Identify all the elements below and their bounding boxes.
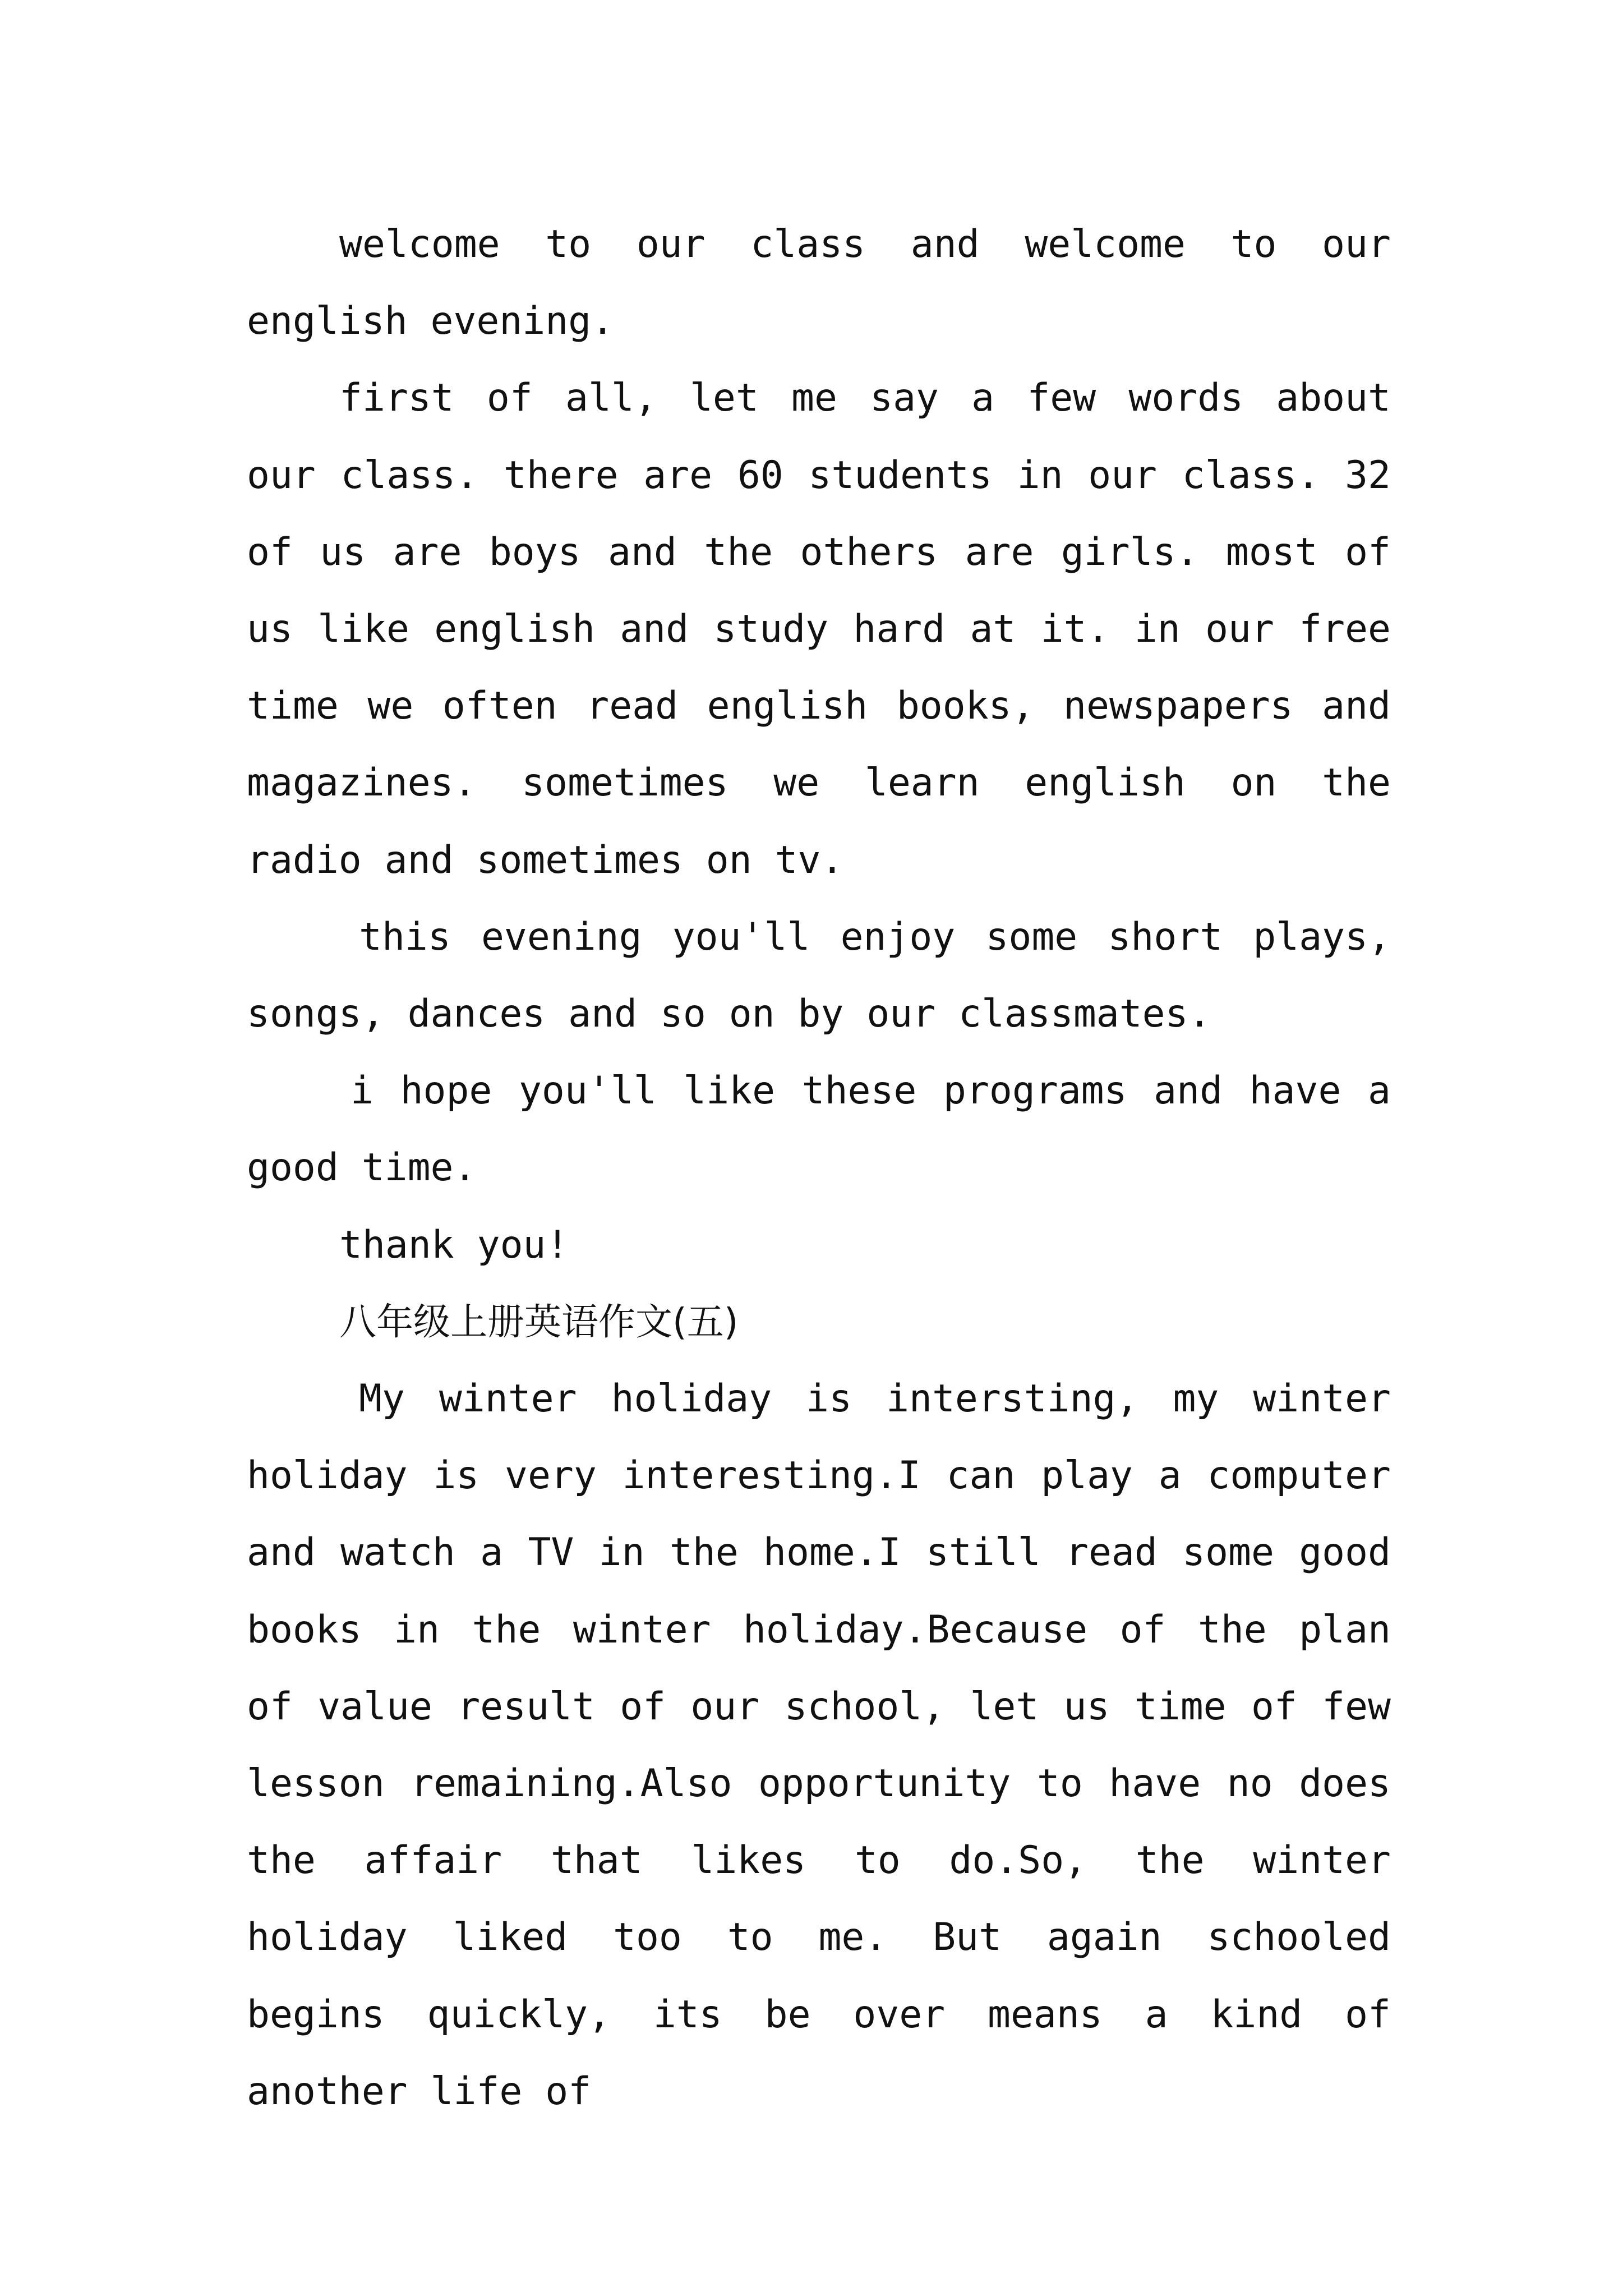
paragraph-welcome: welcome to our class and welcome to our english evening.	[247, 222, 1391, 344]
document-body	[247, 206, 1391, 2130]
section-heading: 八年级上册英语作文(五)	[339, 1300, 739, 1343]
paragraph-winter-holiday: My winter holiday is intersting, my winter holiday is very interesting.I can play a computer and watch a TV in the home.I still read some good books in the winter holiday.Because of the plan of value result of our school, let us time of few lesson remaining.Also opportunity to have no does the affair that likes to do.So, the winter holiday liked too to me. But again schooled begins quickly, its be over means a kind of another life of	[247, 1377, 1391, 2114]
paragraph-thank-you: thank you!	[339, 1222, 569, 1267]
paragraph-about-class: first of all, let me say a few words about our class. there are 60 students in our class. 32 of us are boys and the others are girls. most of us like english and study hard at it. in our free time we often read english books, newspapers and magazines. sometimes we learn english on the radio and sometimes on tv.	[247, 376, 1391, 882]
paragraph-this-evening: this evening you'll enjoy some short plays, songs, dances and so on by our classmates.	[247, 914, 1391, 1037]
paragraph-hope: i hope you'll like these programs and have a good time.	[247, 1069, 1391, 1190]
